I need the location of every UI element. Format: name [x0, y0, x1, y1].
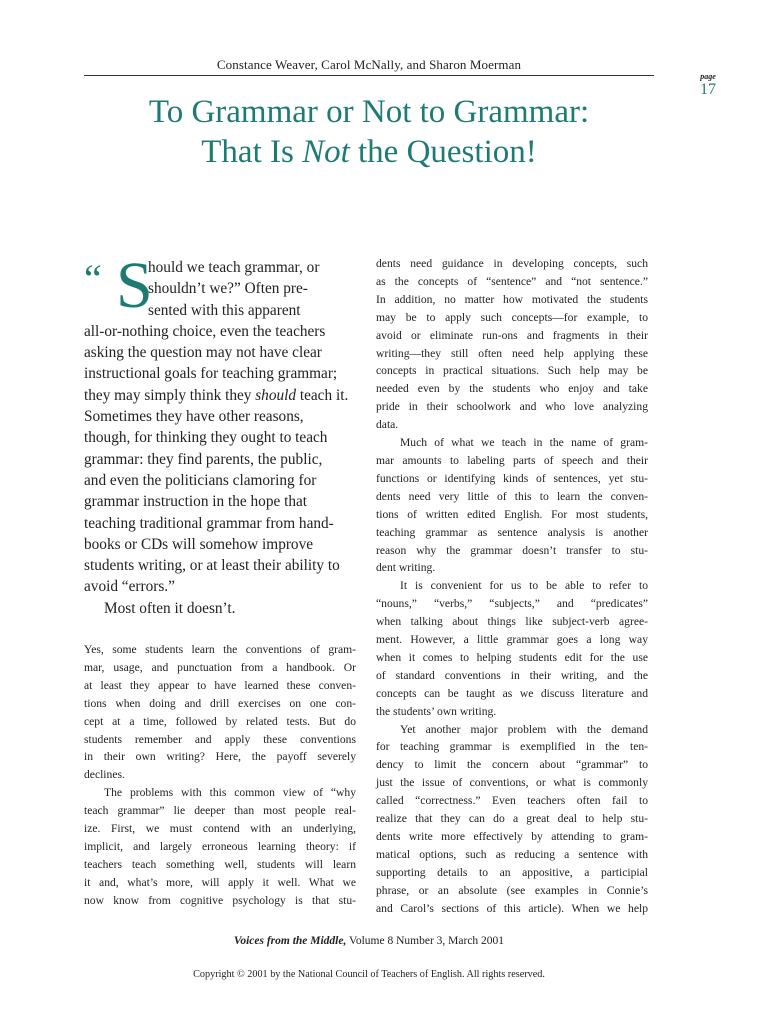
body-line: realize that they can do a great deal to help stu- [376, 812, 648, 826]
body-line: students remember and apply these conventions [84, 732, 356, 746]
drop-cap-letter: S [116, 249, 153, 322]
body-line: Yet another major problem with the demand [400, 722, 648, 736]
lead-line [84, 385, 356, 406]
body-line: when it comes to helping students edit for the use [376, 650, 648, 664]
body-line: dents write more effectively by attending to gram- [376, 830, 648, 843]
page-number: 17 [700, 81, 716, 98]
body-line: just the issue of conventions, or what is commonly [376, 776, 648, 790]
lead-line: though, for thinking they ought to teach [84, 429, 328, 447]
lead-line: and even the politicians clamoring for [84, 471, 317, 489]
body-line: now know from cognitive psychology is that stu- [84, 893, 356, 907]
body-line: concepts can be taught as we discuss literature and [376, 686, 648, 700]
title-line-1: To Grammar or Not to Grammar: [148, 94, 590, 130]
body-line: ize. First, we must contend with an underlying, [84, 822, 356, 836]
body-line: for teaching grammar is exemplified in the ten- [376, 740, 648, 754]
body-line: functions or identifying kinds of sentences, yet stu- [376, 471, 648, 485]
body-line: Yes, some students learn the conventions of gram- [84, 643, 356, 656]
body-line: dents need guidance in developing concepts, such [376, 257, 648, 270]
page-label: page [700, 72, 716, 81]
lead-line: Sometimes they have other reasons, [84, 408, 304, 426]
body-line: concepts in practical situations. Such help may be [376, 364, 648, 378]
body-line: mar amounts to labeling parts of speech and their [376, 453, 648, 467]
lead-line: all-or-nothing choice, even the teachers [84, 322, 326, 340]
body-line: teach grammar” lie deeper than most people real- [84, 804, 356, 818]
body-line: phrase, or an absolute (see examples in Connie’s [376, 883, 648, 897]
body-line: called “correctness.” Even teachers often fail to [376, 794, 648, 808]
title-line-2-start: That Is [201, 134, 303, 170]
author-line: Constance Weaver, Carol McNally, and Sharon Moerman [216, 57, 522, 72]
lead-paragraph [84, 249, 356, 619]
body-line: teachers teach something well, students will learn [84, 857, 356, 871]
body-line: may be to apply such concepts—for example, to [376, 310, 648, 324]
lead-line: asking the question may not have clear [84, 344, 322, 362]
lead-line: grammar: they find parents, the public, [84, 450, 323, 468]
body-line: Much of what we teach in the name of gram- [400, 436, 648, 450]
title-line-2 [84, 132, 654, 172]
body-line: tions when doing and drill exercises on one con- [84, 696, 356, 710]
body-line: in their own writing? Here, the payoff severely [84, 750, 356, 764]
body-line: reason why the grammar doesn’t transfer to stu- [376, 543, 648, 557]
body-line: It is convenient for us to be able to refer to [400, 579, 648, 593]
body-line: The problems with this common view of “why [104, 786, 356, 800]
body-line: avoid or eliminate run-ons and fragments in their [376, 328, 648, 342]
body-line: and Carol’s sections of this article). When we help [376, 901, 648, 915]
body-line: pride in their schoolwork and who love analyzing [376, 400, 648, 414]
body-line: at least they appear to have learned these conven- [84, 678, 356, 692]
body-line: dents need very little of this to learn the conven- [376, 489, 648, 503]
lead-line: instructional goals for teaching grammar; [84, 365, 338, 383]
journal-title: Voices from the Middle, [233, 935, 347, 947]
body-line: dent writing. [376, 561, 436, 575]
body-line: mar, usage, and punctuation from a handbook. Or [84, 660, 356, 674]
drop-quote-mark: “ [84, 256, 102, 301]
lead-line-part: they may simply think they [84, 386, 256, 404]
body-line: supporting details to an appositive, a participial [376, 865, 648, 879]
title-line-2-end: the Question! [349, 134, 537, 170]
copyright-notice: Copyright © 2001 by the National Council of Teachers of English. All rights reserved. [193, 969, 545, 980]
body-line: implicit, and largely erroneous learning theory: if [84, 839, 356, 853]
body-line: needed even by the students who enjoy and take [376, 382, 648, 396]
body-line: tions of written edited English. For most students, [376, 507, 648, 521]
body-line: writing—they still often need help applying these [376, 346, 648, 360]
lead-line: shouldn’t we?” Often pre- [148, 280, 308, 298]
body-line: matical options, such as reducing a sentence with [376, 847, 648, 861]
lead-line: grammar instruction in the hope that [84, 493, 308, 511]
lead-line: students writing, or at least their ability to [84, 557, 340, 575]
header-rule [84, 75, 654, 76]
body-line: cept at a time, followed by related tests. But do [84, 714, 356, 728]
body-line: dency to limit the concern about “grammar” to [376, 758, 648, 772]
lead-line: teaching traditional grammar from hand- [84, 514, 334, 532]
body-line: “nouns,” “verbs,” “subjects,” and “predicates” [376, 597, 648, 611]
body-line: In addition, no matter how motivated the students [376, 292, 648, 306]
journal-citation [84, 935, 654, 947]
body-line: of standard conventions in their writing, and the [376, 668, 648, 682]
journal-issue: Volume 8 Number 3, March 2001 [346, 935, 505, 947]
right-column-body [376, 255, 648, 918]
lead-emphasis: should [255, 386, 297, 404]
body-line: as the concepts of “sentence” and “not sentence.” [376, 274, 648, 288]
body-line: the students’ own writing. [376, 704, 497, 718]
title-emphasis: Not [302, 134, 350, 170]
body-line: ment. However, a little grammar goes a long way [376, 633, 648, 647]
body-line: declines. [84, 768, 125, 782]
article-title [84, 92, 654, 172]
lead-line: avoid “errors.” [84, 578, 175, 596]
left-column-body [84, 641, 356, 910]
body-line: it and, what’s more, will apply it well. What we [84, 875, 356, 889]
lead-line: hould we teach grammar, or [148, 259, 320, 276]
lead-line: sented with this apparent [148, 301, 301, 319]
body-line: teaching grammar as sentence analysis is another [376, 525, 648, 539]
lead-line-part: teach it. [296, 386, 349, 404]
body-line: data. [376, 418, 399, 432]
lead-line: books or CDs will somehow improve [84, 535, 314, 553]
body-line: when talking about things like subject-verb agree- [376, 615, 648, 629]
lead-line: Most often it doesn’t. [104, 599, 236, 617]
